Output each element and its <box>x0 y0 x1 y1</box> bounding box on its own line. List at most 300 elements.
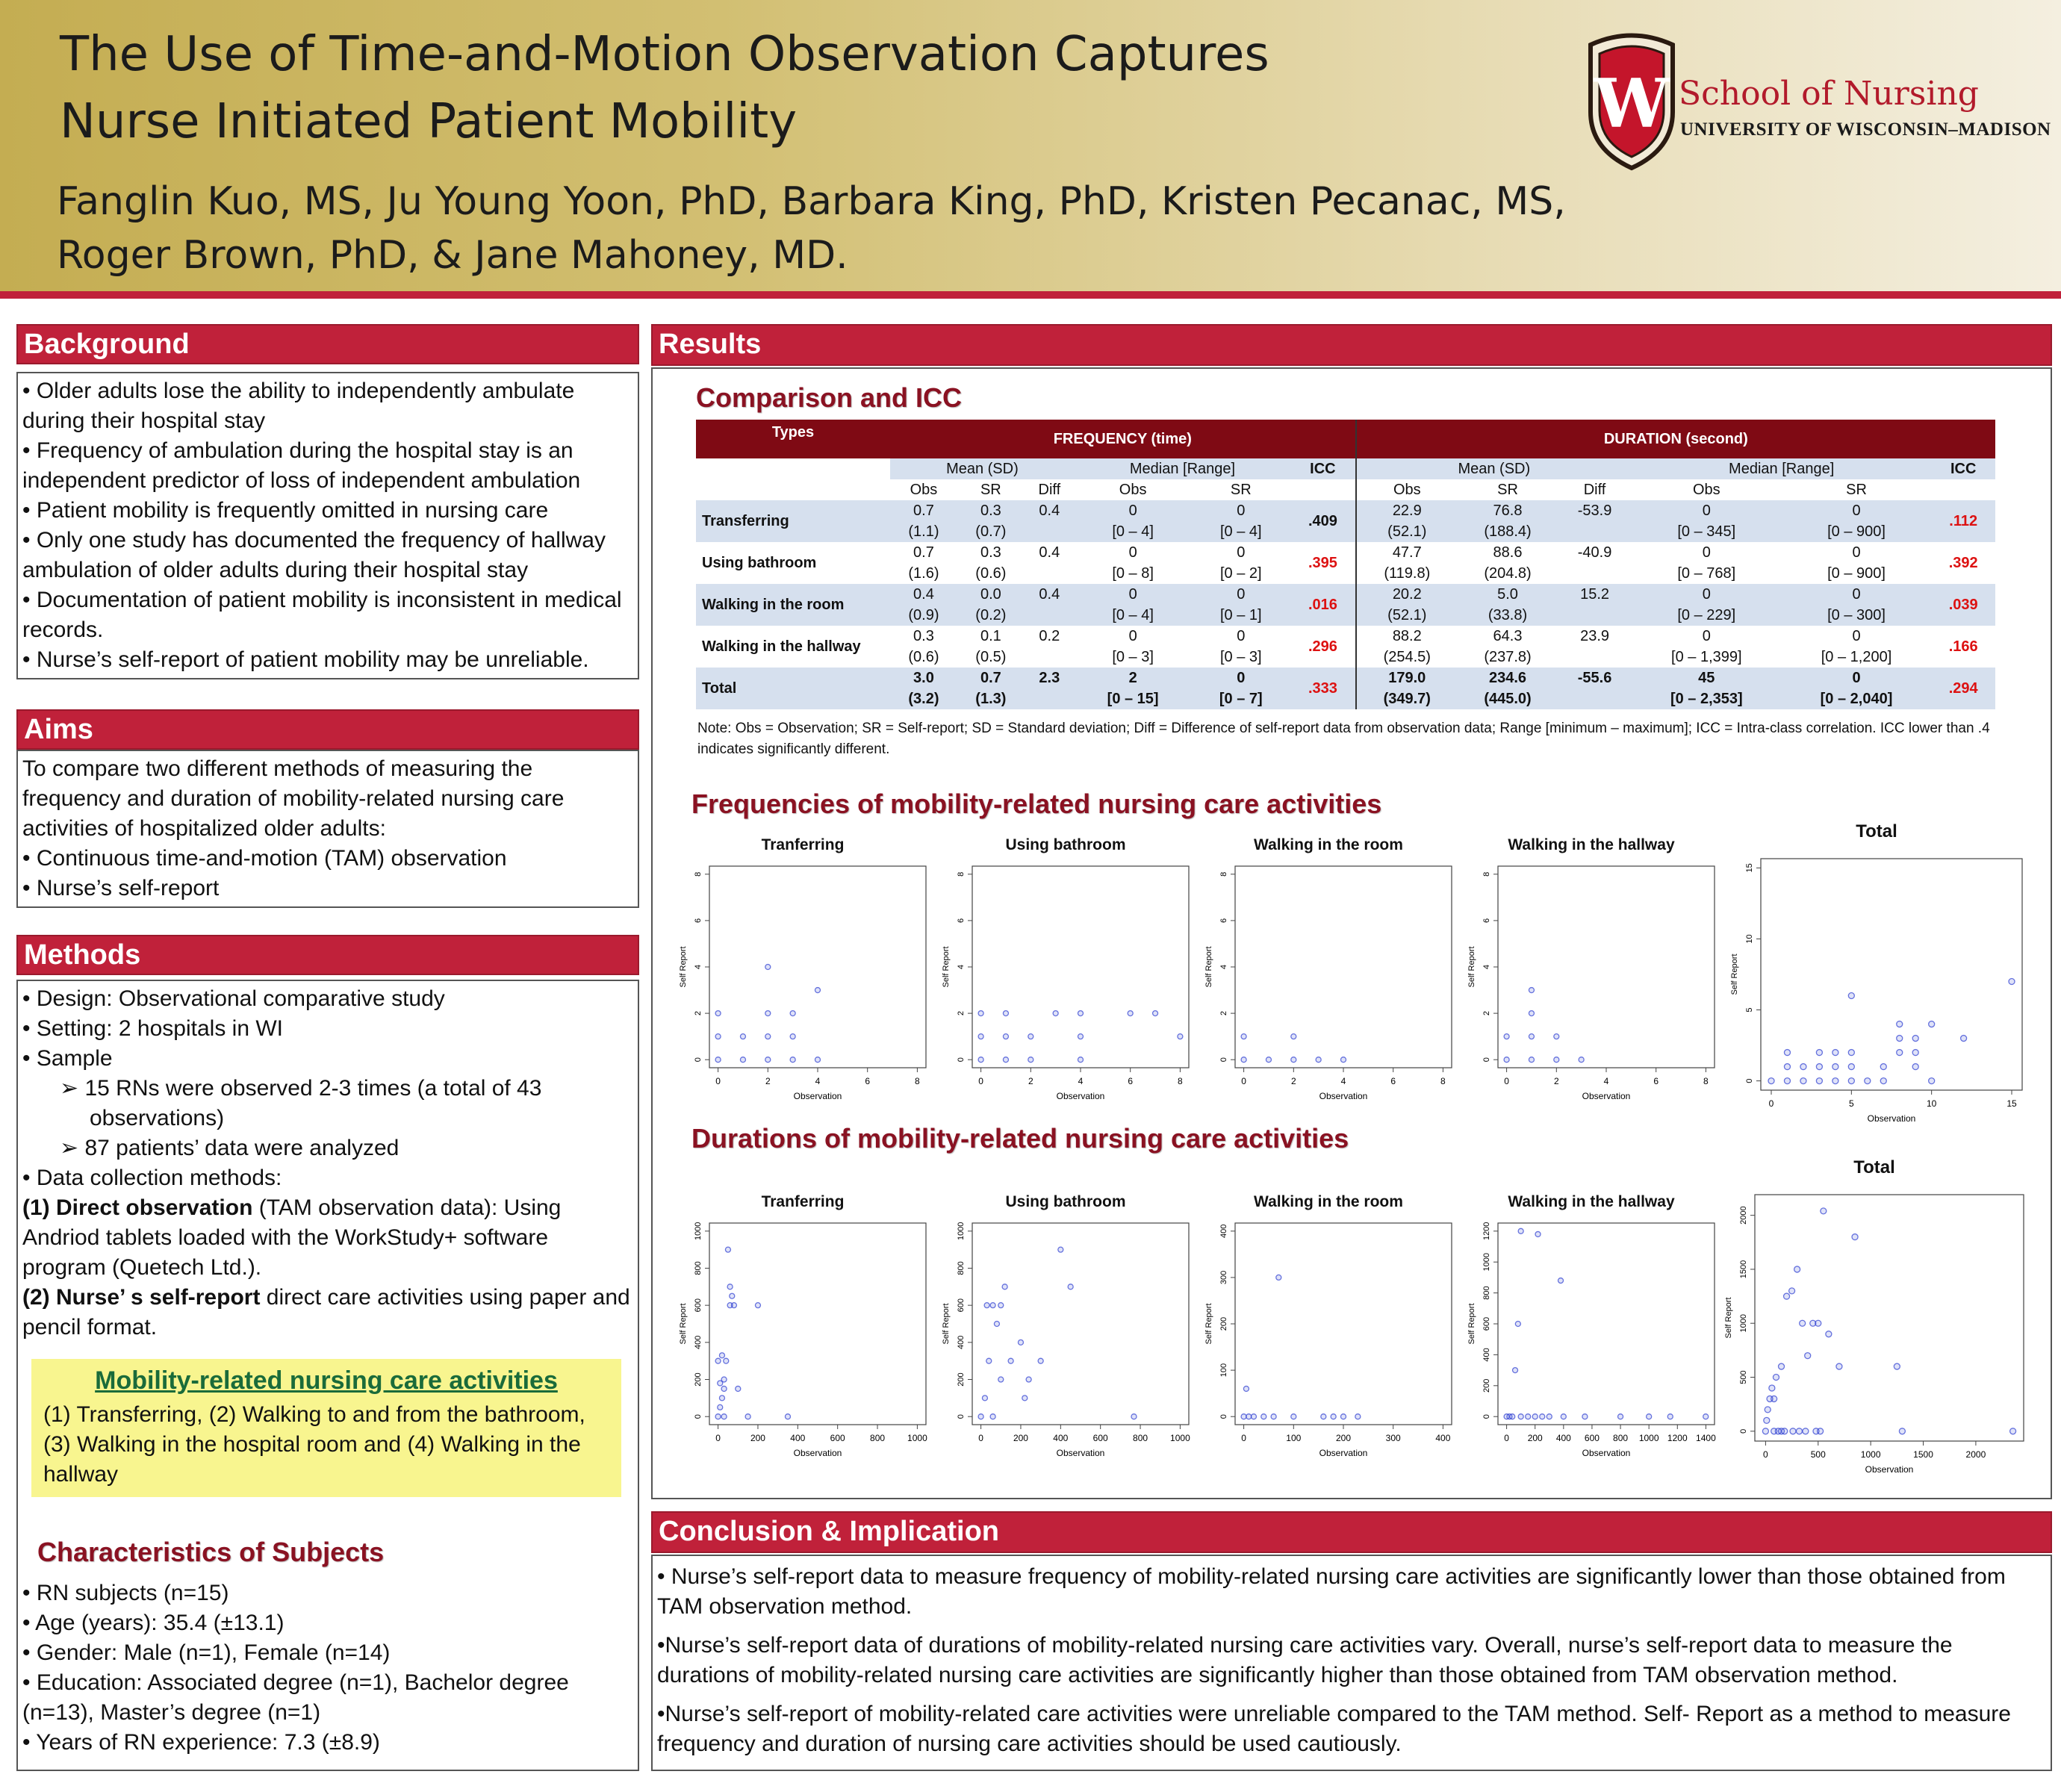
data-point <box>1540 1414 1545 1419</box>
table-cell: 0 <box>1852 544 1861 561</box>
table-cell: (445.0) <box>1458 688 1558 709</box>
x-tick-label: 4 <box>1078 1076 1084 1086</box>
uw-crest-icon <box>1583 30 1680 172</box>
col-diff: Diff <box>1558 479 1632 500</box>
table-cell: [0 – 900] <box>1827 565 1886 582</box>
table-cell: .039 <box>1931 584 1995 626</box>
data-point <box>765 965 771 970</box>
x-tick-label: 600 <box>1092 1433 1108 1443</box>
data-point <box>1291 1034 1296 1039</box>
data-point <box>978 1414 983 1419</box>
x-tick-label: 8 <box>1440 1076 1446 1086</box>
data-point <box>1794 1266 1800 1272</box>
data-point <box>1836 1363 1842 1369</box>
data-point <box>1554 1034 1559 1039</box>
data-point <box>1128 1011 1133 1016</box>
data-point <box>1897 1036 1903 1042</box>
table-cell: 0.7 <box>890 500 957 521</box>
data-point <box>785 1414 790 1419</box>
plot-canvas <box>1198 1193 1459 1462</box>
table-cell: (52.1) <box>1356 521 1458 542</box>
y-tick-label: 600 <box>957 1298 966 1313</box>
plot-canvas <box>672 1193 933 1462</box>
y-tick-label: 800 <box>957 1261 966 1275</box>
data-point <box>994 1322 999 1327</box>
data-point <box>2010 1428 2016 1434</box>
table-cell: 3.0 <box>890 668 957 688</box>
x-axis-label: Observation <box>1056 1091 1105 1101</box>
table-cell <box>1558 563 1632 584</box>
table-cell: -40.9 <box>1577 544 1612 561</box>
data-point <box>718 1404 723 1410</box>
poster-title-line-2: Nurse Initiated Patient Mobility <box>60 94 798 149</box>
y-tick-label: 4 <box>694 964 703 970</box>
y-tick-label: 100 <box>1219 1363 1228 1378</box>
table-cell: [0 – 1] <box>1191 605 1290 626</box>
characteristics-item: • Age (years): 35.4 (±13.1) <box>22 1611 285 1635</box>
characteristics-heading: Characteristics of Subjects <box>37 1537 385 1567</box>
table-row <box>696 668 1995 688</box>
x-tick-label: 200 <box>1335 1433 1352 1443</box>
data-point <box>1529 1057 1534 1063</box>
table-cell: -53.9 <box>1558 500 1632 521</box>
data-point <box>1529 1011 1534 1016</box>
data-point <box>1826 1331 1832 1337</box>
x-axis-label: Observation <box>1319 1091 1368 1101</box>
characteristics-item: • Education: Associated degree (n=1), Bachelor degree (n=13), Master’s degree (n=1) <box>22 1670 569 1725</box>
plot-frame <box>1761 859 2022 1090</box>
x-tick-label: 4 <box>815 1076 821 1086</box>
table-cell: 0 <box>1852 628 1861 644</box>
data-point <box>1068 1284 1073 1289</box>
data-point <box>721 1414 727 1419</box>
table-cell: [0 – 345] <box>1632 521 1782 542</box>
x-tick-label: 200 <box>750 1433 765 1443</box>
conclusion-point: •Nurse’s self-report of mobility-related care activities were unreliable compared to the TAM method. Self- Report as a method to measure frequency and duration of nursing care activities should be used cautiously. <box>657 1702 2011 1756</box>
data-point <box>719 1396 724 1401</box>
results-heading: Results <box>651 324 2052 366</box>
x-tick-label: 1000 <box>1638 1433 1659 1443</box>
plot-canvas <box>1461 836 1722 1105</box>
data-point <box>984 1303 989 1308</box>
table-cell: 0.7 <box>913 544 934 561</box>
data-point <box>1880 1078 1886 1084</box>
uw-school-of-nursing-logo <box>1583 30 2051 179</box>
y-tick-label: 0 <box>1219 1057 1228 1063</box>
data-point <box>1003 1011 1008 1016</box>
data-point <box>1848 993 1854 999</box>
x-tick-label: 1000 <box>1860 1449 1881 1460</box>
col-median-range: Median [Range] <box>1075 458 1290 479</box>
table-row <box>696 626 1995 647</box>
table-cell: 0 <box>1632 500 1782 521</box>
x-tick-label: 400 <box>1555 1433 1571 1443</box>
plot-title: Using bathroom <box>1005 1193 1126 1210</box>
table-cell: [0 – 3] <box>1219 649 1262 665</box>
table-cell: (1.6) <box>908 565 939 582</box>
data-point <box>1341 1057 1346 1063</box>
table-cell <box>1025 688 1075 709</box>
data-point <box>765 1011 771 1016</box>
col-sr: SR <box>957 479 1025 500</box>
x-tick-label: 2 <box>1028 1076 1033 1086</box>
data-point <box>1266 1057 1271 1063</box>
data-point <box>727 1284 733 1289</box>
table-cell: Walking in the hallway <box>702 638 861 655</box>
data-point <box>1816 1050 1822 1056</box>
x-tick-label: 800 <box>1613 1433 1629 1443</box>
table-cell: 0 <box>1237 544 1246 561</box>
background-bullet: • Patient mobility is frequently omitted in nursing care <box>22 498 549 523</box>
data-point <box>1518 1228 1523 1233</box>
data-point <box>1832 1050 1838 1056</box>
data-point <box>1832 1064 1838 1070</box>
table-cell: 2 <box>1075 668 1192 688</box>
y-tick-label: 0 <box>1482 1057 1491 1063</box>
school-name: School of Nursing <box>1679 75 1979 113</box>
x-tick-label: 400 <box>790 1433 806 1443</box>
data-point <box>1579 1057 1584 1063</box>
table-cell: (0.9) <box>890 605 957 626</box>
x-tick-label: 1400 <box>1696 1433 1716 1443</box>
data-point <box>1078 1034 1084 1039</box>
x-tick-label: 6 <box>865 1076 871 1086</box>
table-cell: (0.6) <box>908 649 939 665</box>
x-tick-label: 10 <box>1926 1098 1937 1109</box>
data-point <box>765 1057 771 1063</box>
table-cell: 0 <box>1191 584 1290 605</box>
x-axis-label: Observation <box>793 1448 842 1458</box>
x-axis-label: Observation <box>1582 1091 1631 1101</box>
characteristics-item: • Gender: Male (n=1), Female (n=14) <box>22 1640 391 1665</box>
data-point <box>1832 1078 1838 1084</box>
table-cell: 5.0 <box>1458 584 1558 605</box>
data-point <box>1341 1414 1346 1419</box>
scatter-plot-frequency <box>1723 821 2030 1127</box>
data-point <box>1243 1386 1249 1391</box>
x-tick-label: 8 <box>1703 1076 1709 1086</box>
plot-canvas <box>1723 821 2030 1127</box>
poster-title-line-1: The Use of Time-and-Motion Observation Captures <box>60 27 1269 82</box>
x-tick-label: 6 <box>1653 1076 1659 1086</box>
table-cell: 76.8 <box>1458 500 1558 521</box>
data-point <box>1558 1278 1564 1284</box>
data-point <box>1018 1340 1023 1345</box>
data-point <box>1008 1358 1013 1363</box>
data-point <box>1848 1050 1854 1056</box>
data-point <box>715 1358 721 1363</box>
data-point <box>1784 1078 1790 1084</box>
table-cell: [0 – 4] <box>1075 521 1192 542</box>
scatter-plot-frequency <box>672 836 933 1105</box>
y-tick-label: 6 <box>1219 918 1228 923</box>
table-cell: [0 – 4] <box>1191 521 1290 542</box>
y-axis-label: Self Report <box>1467 1303 1476 1345</box>
table-cell: .409 <box>1290 500 1356 542</box>
data-point <box>1276 1275 1281 1280</box>
x-tick-label: 0 <box>1768 1098 1774 1109</box>
table-cell: (204.8) <box>1484 565 1532 582</box>
y-tick-label: 200 <box>1482 1378 1491 1393</box>
table-cell: 0.3 <box>957 500 1025 521</box>
data-point <box>1331 1414 1336 1419</box>
data-point <box>1028 1057 1033 1063</box>
table-cell: [0 – 3] <box>1112 649 1154 665</box>
x-axis-label: Observation <box>1582 1448 1631 1458</box>
plot-frame <box>1755 1195 2024 1441</box>
x-tick-label: 1500 <box>1913 1449 1933 1460</box>
characteristics-list <box>18 1575 638 1761</box>
characteristics-item: • Years of RN experience: 7.3 (±8.9) <box>22 1730 380 1755</box>
data-point <box>982 1396 987 1401</box>
x-tick-label: 0 <box>1504 1076 1509 1086</box>
y-tick-label: 0 <box>957 1414 966 1419</box>
table-cell: 64.3 <box>1493 628 1523 644</box>
data-point <box>1518 1414 1523 1419</box>
y-tick-label: 8 <box>957 871 966 877</box>
data-point <box>1848 1064 1854 1070</box>
table-cell: (0.6) <box>975 565 1007 582</box>
data-point <box>1818 1428 1824 1434</box>
comparison-table <box>696 420 1995 709</box>
aims-content <box>18 751 638 906</box>
table-cell: .392 <box>1948 555 1978 571</box>
data-point <box>1241 1034 1246 1039</box>
methods-direct-observation: (1) Direct observation (TAM observation data): Using Andriod tablets loaded with the WorkStudy+ software program (Quetech Ltd.). <box>22 1195 562 1280</box>
data-point <box>755 1303 760 1308</box>
table-cell: 88.6 <box>1493 544 1523 561</box>
y-tick-label: 1500 <box>1739 1260 1748 1279</box>
data-point <box>1251 1414 1256 1419</box>
methods-collection: • Data collection methods: <box>22 1166 282 1190</box>
y-axis-label: Self Report <box>1724 1297 1733 1339</box>
data-point <box>715 1057 721 1063</box>
plot-title: Tranferring <box>761 1193 845 1210</box>
x-tick-label: 0 <box>715 1076 721 1086</box>
data-point <box>1618 1414 1623 1419</box>
y-tick-label: 0 <box>694 1414 703 1419</box>
data-point <box>1561 1414 1566 1419</box>
x-tick-label: 0 <box>1763 1449 1768 1460</box>
data-point <box>1771 1396 1777 1401</box>
data-point <box>815 988 821 993</box>
x-tick-label: 400 <box>1053 1433 1069 1443</box>
table-cell: Using bathroom <box>702 555 817 571</box>
y-tick-label: 0 <box>1745 1078 1754 1083</box>
y-tick-label: 2000 <box>1739 1206 1748 1225</box>
conclusion-point: • Nurse’s self-report data to measure frequency of mobility-related nursing care activities are significantly lower than those obtained from TAM observation method. <box>657 1564 2006 1619</box>
data-point <box>1816 1078 1822 1084</box>
y-tick-label: 300 <box>1219 1270 1228 1285</box>
plot-canvas <box>1198 836 1459 1105</box>
table-cell: [0 – 2] <box>1219 565 1262 582</box>
table-header-frequency: FREQUENCY (time) <box>890 420 1356 458</box>
scatter-plot-frequency <box>1198 836 1459 1105</box>
data-point <box>1773 1375 1779 1381</box>
y-tick-label: 600 <box>694 1298 703 1313</box>
aims-intro: To compare two different methods of measuring the frequency and duration of mobility-related nursing care activities of hospitalized older adults: <box>22 756 565 841</box>
table-cell: 0 <box>1702 628 1711 644</box>
x-tick-label: 300 <box>1385 1433 1401 1443</box>
table-cell: (349.7) <box>1356 688 1458 709</box>
table-cell: 0 <box>1702 544 1711 561</box>
data-point <box>1131 1414 1137 1419</box>
university-name: UNIVERSITY OF WISCONSIN–MADISON <box>1680 119 2051 140</box>
aims-heading: Aims <box>16 709 639 750</box>
y-axis-label: Self Report <box>942 946 951 988</box>
table-cell <box>1558 521 1632 542</box>
table-cell: (52.1) <box>1356 605 1458 626</box>
table-cell: 15.2 <box>1558 584 1632 605</box>
data-point <box>1703 1414 1709 1419</box>
y-tick-label: 1000 <box>1482 1252 1491 1272</box>
data-point <box>1241 1057 1246 1063</box>
x-tick-label: 0 <box>978 1433 983 1443</box>
data-point <box>1261 1414 1266 1419</box>
table-cell: 45 <box>1632 668 1782 688</box>
data-point <box>1912 1050 1918 1056</box>
x-tick-label: 15 <box>2006 1098 2017 1109</box>
table-cell: (0.7) <box>957 521 1025 542</box>
x-tick-label: 500 <box>1810 1449 1826 1460</box>
table-cell: .395 <box>1308 555 1337 571</box>
col-icc: ICC <box>1290 458 1356 479</box>
data-point <box>1852 1234 1858 1240</box>
col-sr: SR <box>1191 479 1290 500</box>
data-point <box>740 1034 745 1039</box>
x-tick-label: 200 <box>1527 1433 1543 1443</box>
x-tick-label: 2 <box>765 1076 771 1086</box>
data-point <box>745 1414 750 1419</box>
col-icc: ICC <box>1931 458 1995 479</box>
data-point <box>1647 1414 1652 1419</box>
table-cell: [0 – 4] <box>1075 605 1192 626</box>
methods-setting: • Setting: 2 hospitals in WI <box>22 1016 283 1041</box>
col-mean-sd: Mean (SD) <box>890 458 1075 479</box>
data-point <box>715 1414 721 1419</box>
data-point <box>1894 1363 1900 1369</box>
data-point <box>1769 1385 1775 1391</box>
table-cell: [0 – 1,200] <box>1821 649 1892 665</box>
data-point <box>1003 1057 1008 1063</box>
x-axis-label: Observation <box>1865 1464 1914 1475</box>
data-point <box>1529 1034 1534 1039</box>
x-tick-label: 6 <box>1390 1076 1396 1086</box>
data-point <box>1078 1011 1084 1016</box>
y-tick-label: 1000 <box>957 1222 966 1241</box>
data-point <box>1078 1057 1084 1063</box>
scatter-plot-duration <box>1718 1157 2031 1478</box>
y-tick-label: 1000 <box>1739 1313 1748 1333</box>
table-cell: 0.2 <box>1039 628 1060 644</box>
data-point <box>1800 1320 1806 1326</box>
callout-body: (1) Transferring, (2) Walking to and from the bathroom, (3) Walking in the hospital room and (4) Walking in the hallway <box>43 1402 585 1487</box>
table-cell: .016 <box>1290 584 1356 626</box>
x-tick-label: 400 <box>1435 1433 1451 1443</box>
data-point <box>1912 1064 1918 1070</box>
col-median-range: Median [Range] <box>1632 458 1931 479</box>
table-cell: 22.9 <box>1356 500 1458 521</box>
plot-title: Walking in the room <box>1254 836 1403 853</box>
table-cell: 0 <box>1237 628 1246 644</box>
table-cell: (0.2) <box>957 605 1025 626</box>
data-point <box>1246 1414 1252 1419</box>
data-point <box>1667 1414 1673 1419</box>
data-point <box>2009 979 2015 985</box>
x-tick-label: 4 <box>1603 1076 1609 1086</box>
table-cell: 0 <box>1075 584 1192 605</box>
data-point <box>1178 1034 1183 1039</box>
y-tick-label: 800 <box>1482 1286 1491 1300</box>
table-cell: 0.0 <box>957 584 1025 605</box>
x-tick-label: 800 <box>1133 1433 1148 1443</box>
table-cell: 2.3 <box>1025 668 1075 688</box>
data-point <box>1899 1428 1905 1434</box>
x-tick-label: 8 <box>1178 1076 1183 1086</box>
table-cell: 47.7 <box>1356 542 1458 563</box>
methods-heading: Methods <box>16 935 639 975</box>
x-tick-label: 1000 <box>1170 1433 1190 1443</box>
data-point <box>1028 1034 1033 1039</box>
aims-box <box>16 750 639 908</box>
x-axis-label: Observation <box>1056 1448 1105 1458</box>
background-heading: Background <box>16 324 639 364</box>
data-point <box>715 1011 721 1016</box>
x-axis-label: Observation <box>1319 1448 1368 1458</box>
table-row <box>696 584 1995 605</box>
data-point <box>790 1057 795 1063</box>
data-point <box>1291 1414 1296 1419</box>
data-point <box>1800 1078 1806 1084</box>
table-cell <box>1558 688 1632 709</box>
data-point <box>1815 1320 1821 1326</box>
x-tick-label: 2000 <box>1965 1449 1986 1460</box>
data-point <box>740 1057 745 1063</box>
data-point <box>1554 1057 1559 1063</box>
x-tick-label: 0 <box>1241 1076 1246 1086</box>
x-tick-label: 2 <box>1553 1076 1559 1086</box>
data-point <box>1961 1036 1967 1042</box>
table-body <box>696 500 1995 709</box>
data-point <box>1800 1064 1806 1070</box>
background-box <box>16 372 639 679</box>
data-point <box>715 1034 721 1039</box>
table-cell: Transferring <box>696 500 890 542</box>
table-cell: [0 – 2,353] <box>1632 688 1782 709</box>
data-point <box>1779 1363 1785 1369</box>
data-point <box>1897 1021 1903 1027</box>
data-point <box>1321 1414 1326 1419</box>
y-tick-label: 400 <box>694 1335 703 1350</box>
table-cell: 0 <box>1782 500 1932 521</box>
x-tick-label: 100 <box>1286 1433 1302 1443</box>
table-cell: 0.4 <box>1025 584 1075 605</box>
table-row <box>696 542 1995 563</box>
table-cell: (0.5) <box>975 649 1007 665</box>
scatter-plot-duration <box>935 1193 1196 1462</box>
data-point <box>1771 1428 1777 1434</box>
col-diff: Diff <box>1025 479 1075 500</box>
y-axis-label: Self Report <box>1730 953 1739 995</box>
table-cell: 0 <box>1128 544 1137 561</box>
methods-sample: • Sample <box>22 1046 113 1071</box>
data-point <box>1764 1417 1770 1423</box>
table-cell: [0 – 7] <box>1191 688 1290 709</box>
table-cell: 0 <box>1191 500 1290 521</box>
table-cell: [0 – 300] <box>1782 605 1932 626</box>
plot-frame <box>1235 1223 1452 1425</box>
data-point <box>1803 1428 1809 1434</box>
